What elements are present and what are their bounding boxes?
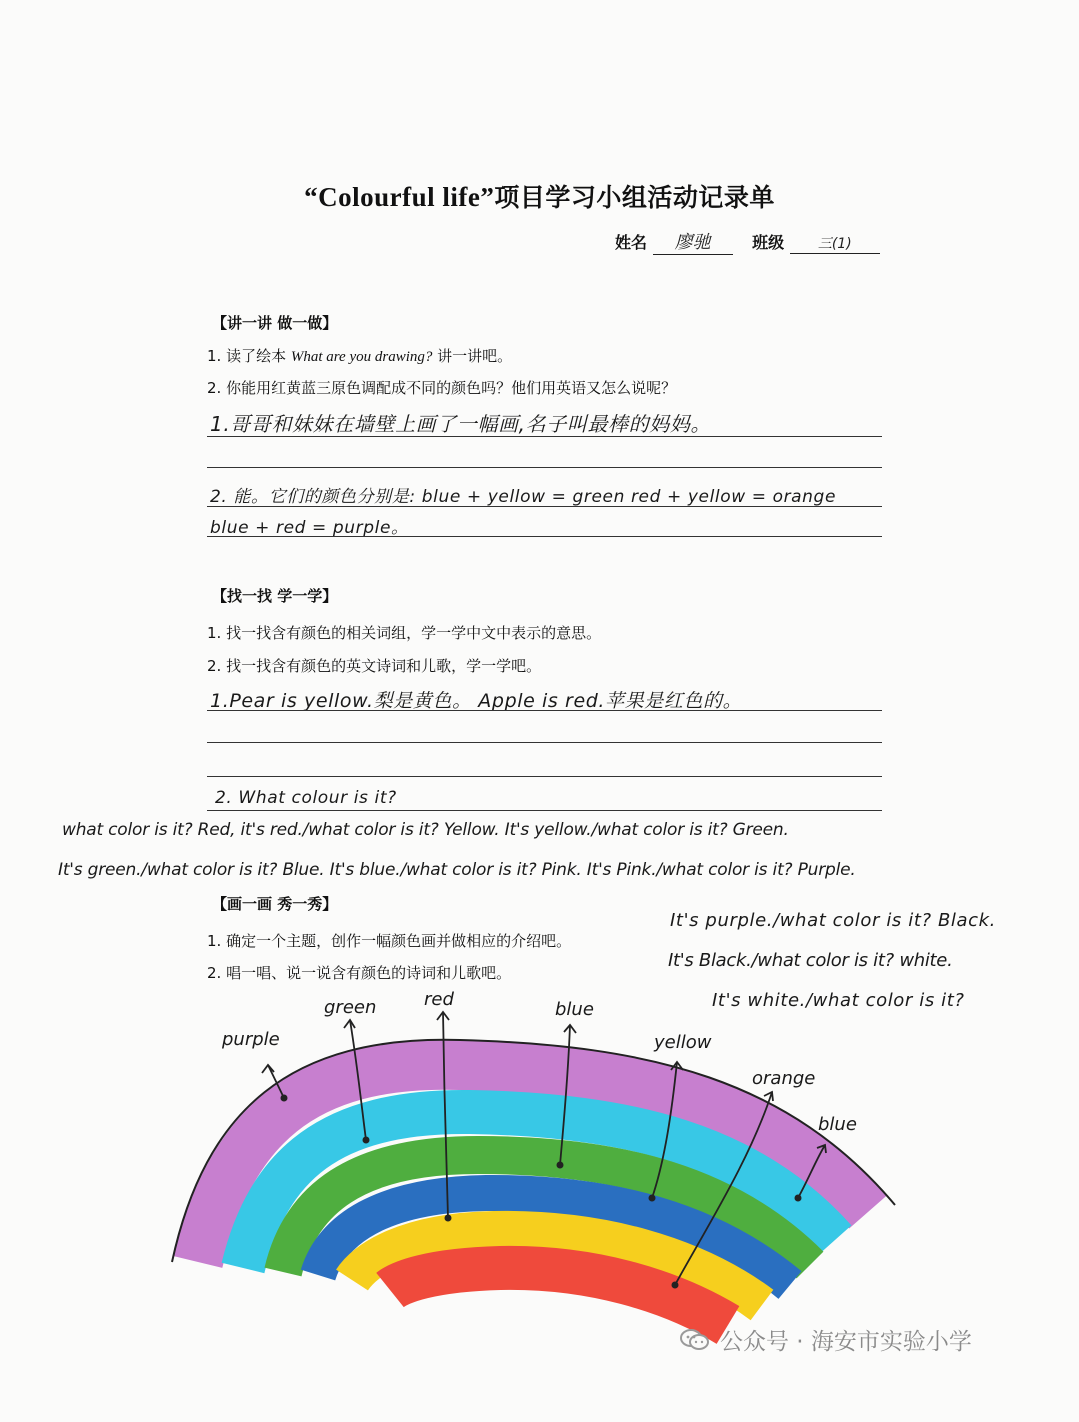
section2-question2: 2. 找一找含有颜色的英文诗词和儿歌，学一学吧。 [207,657,542,675]
section1-answer1: 1.哥哥和妹妹在墙壁上画了一幅画,名子叫最棒的妈妈。 [210,412,712,436]
title-chinese: 项目学习小组活动记录单 [494,183,775,212]
watermark-text: 公众号 · 海安市实验小学 [720,1329,972,1355]
section2-answer2-title: 2. What colour is it? [215,788,397,808]
section1-answer2-line1: 2. 能。它们的颜色分别是: blue + yellow = green red + yellow = orange [210,487,836,507]
section1-question2: 2. 你能用红黄蓝三原色调配成不同的颜色吗？他们用英语又怎么说呢？ [207,379,677,397]
q1-prefix: 1. 读了绘本 [207,347,291,365]
watermark [680,1323,972,1356]
section1-answer2-line2: blue + red = purple。 [210,518,409,538]
section2-answer2-line5: It's white./what color is it? [712,990,965,1011]
class-label: 班级 [752,233,785,252]
label-yellow: yellow [654,1032,712,1053]
label-purple: purple [222,1029,280,1050]
name-label: 姓名 [615,233,648,252]
section2-answer1: 1.Pear is yellow.梨是黄色。 Apple is red.苹果是红色的。 [210,690,743,712]
section2-heading: 【找一找 学一学】 [212,587,338,605]
label-green: green [324,997,377,1018]
section2-answer2-line2: It's green./what color is it? Blue. It's blue./what color is it? Pink. It's Pink./what color is it? Purple. [58,860,856,880]
section2-answer2-line3: It's purple./what color is it? Black. [670,910,996,931]
name-value: 廖驰 [653,228,733,255]
q1-suffix: 讲一讲吧。 [432,347,513,365]
section3-question2: 2. 唱一唱、说一说含有颜色的诗词和儿歌吧。 [207,964,512,982]
section2-question1: 1. 找一找含有颜色的相关词组，学一学中文中表示的意思。 [207,624,602,642]
label-red: red [424,989,454,1010]
label-blue: blue [555,999,594,1020]
class-value: 三(1) [790,233,880,254]
section2-answer2-line4: It's Black./what color is it? white. [668,950,953,971]
wechat-icon [680,1328,710,1352]
label-blue-outer: blue [818,1114,857,1135]
section3-heading: 【画一画 秀一秀】 [212,895,338,913]
rainbow-band-red [390,1268,728,1325]
section2-answer2-line1: what color is it? Red, it's red./what color is it? Yellow. It's yellow./what color is it? Green. [62,820,789,840]
title-english: “Colourful life” [304,182,495,212]
section3-question1: 1. 确定一个主题，创作一幅颜色画并做相应的介绍吧。 [207,932,572,950]
label-orange: orange [752,1068,816,1089]
section1-heading: 【讲一讲 做一做】 [212,314,338,332]
q1-book-title: What are you drawing? [290,349,433,365]
